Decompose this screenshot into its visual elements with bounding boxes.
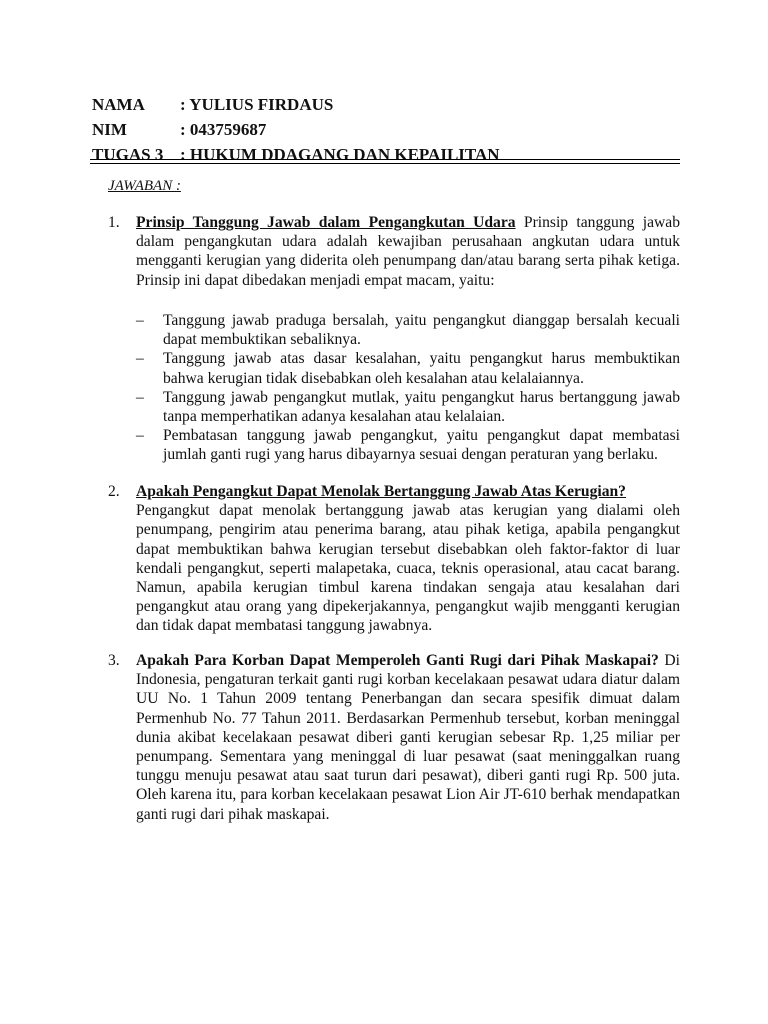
label-nama: NAMA [92,95,145,114]
item-heading: Apakah Pengangkut Dapat Menolak Bertanggung Jawab Atas Kerugian? [136,483,626,500]
student-info-header [92,92,500,167]
list-item: – Pembatasan tanggung jawab pengangkut, yaitu pengangkut dapat membatasi jumlah ganti rugi yang harus dibayarnya sesuai dengan peraturan yang berlaku. [136,427,680,464]
item-number: 2. [108,483,120,500]
list-item: – Tanggung jawab atas dasar kesalahan, yaitu pengangkut harus membuktikan bahwa kerugian tidak disebabkan oleh kesalahan atau kelalaiannya. [136,350,680,387]
value-tugas: : HUKUM DDAGANG DAN KEPAILITAN [180,145,500,164]
item-text: Prinsip tanggung jawab dalam pengangkutan udara adalah kewajiban perusahaan angkutan udara untuk mengganti kerugian yang diderita oleh penumpang dan/atau barang serta pihak ketiga. Prinsip ini dapat dibedakan menjadi empat macam, yaitu: [136,214,680,289]
list-item: – Tanggung jawab pengangkut mutlak, yaitu pengangkut harus bertanggung jawab tanpa memperhatikan adanya kesalahan atau kelalaian. [136,388,680,426]
responsibility-principles-list [136,311,680,465]
answer-item-1 [108,213,680,290]
label-tugas: TUGAS 3 [92,145,164,164]
header-row-nim [92,117,500,142]
label-nim: NIM [92,120,127,139]
header-divider-thin [90,163,680,164]
item-number: 1. [108,214,120,231]
header-row-nama [92,92,500,117]
answer-item-2 [108,482,680,636]
value-nama: : YULIUS FIRDAUS [180,95,334,114]
item-text: Di Indonesia, pengaturan terkait ganti rugi korban kecelakaan pesawat udara diatur dalam UU No. 1 Tahun 2009 tentang Penerbangan dan secara spesifik dimuat dalam Permenhub No. 77 Tahun 2011. Berdasarkan Permenhub tersebut, korban meninggal dunia akibat kecelakaan pesawat diberi ganti kerugian sebesar Rp. 1,25 miliar per penumpang. Sementara yang meninggal di luar pesawat (saat meninggalkan ruang tunggu menuju pesawat atau saat turun dari pesawat), diberi ganti rugi Rp. 500 juta. Oleh karena itu, para korban kecelakaan pesawat Lion Air JT-610 berhak mendapatkan ganti rugi dari pihak maskapai. [136,652,680,823]
header-divider-thick [90,159,680,160]
list-item: – Tanggung jawab praduga bersalah, yaitu pengangkut dianggap bersalah kecuali dapat membuktikan sebaliknya. [136,312,680,349]
value-nim: : 043759687 [180,120,267,139]
item-number: 3. [108,652,120,669]
answer-item-3 [108,651,680,824]
item-text: Pengangkut dapat menolak bertanggung jawab atas kerugian yang dialami oleh penumpang, pengirim atau penerima barang, atau pihak ketiga, apabila pengangkut dapat membuktikan bahwa kerugian tersebut disebabkan oleh faktor-faktor di luar kendali pengangkut, seperti malapetaka, cuaca, teknis operasional, atau cacat barang. Namun, apabila kerugian timbul karena tindakan sengaja atau kesalahan dari pengangkut atau orang yang dipekerjakannya, pengangkut wajib mengganti kerugian dan tidak dapat membatasi tanggung jawabnya. [136,502,680,635]
item-heading: Apakah Para Korban Dapat Memperoleh Ganti Rugi dari Pihak Maskapai? [136,652,659,669]
jawaban-label: JAWABAN : [108,178,181,194]
item-heading: Prinsip Tanggung Jawab dalam Pengangkutan Udara [136,214,516,231]
